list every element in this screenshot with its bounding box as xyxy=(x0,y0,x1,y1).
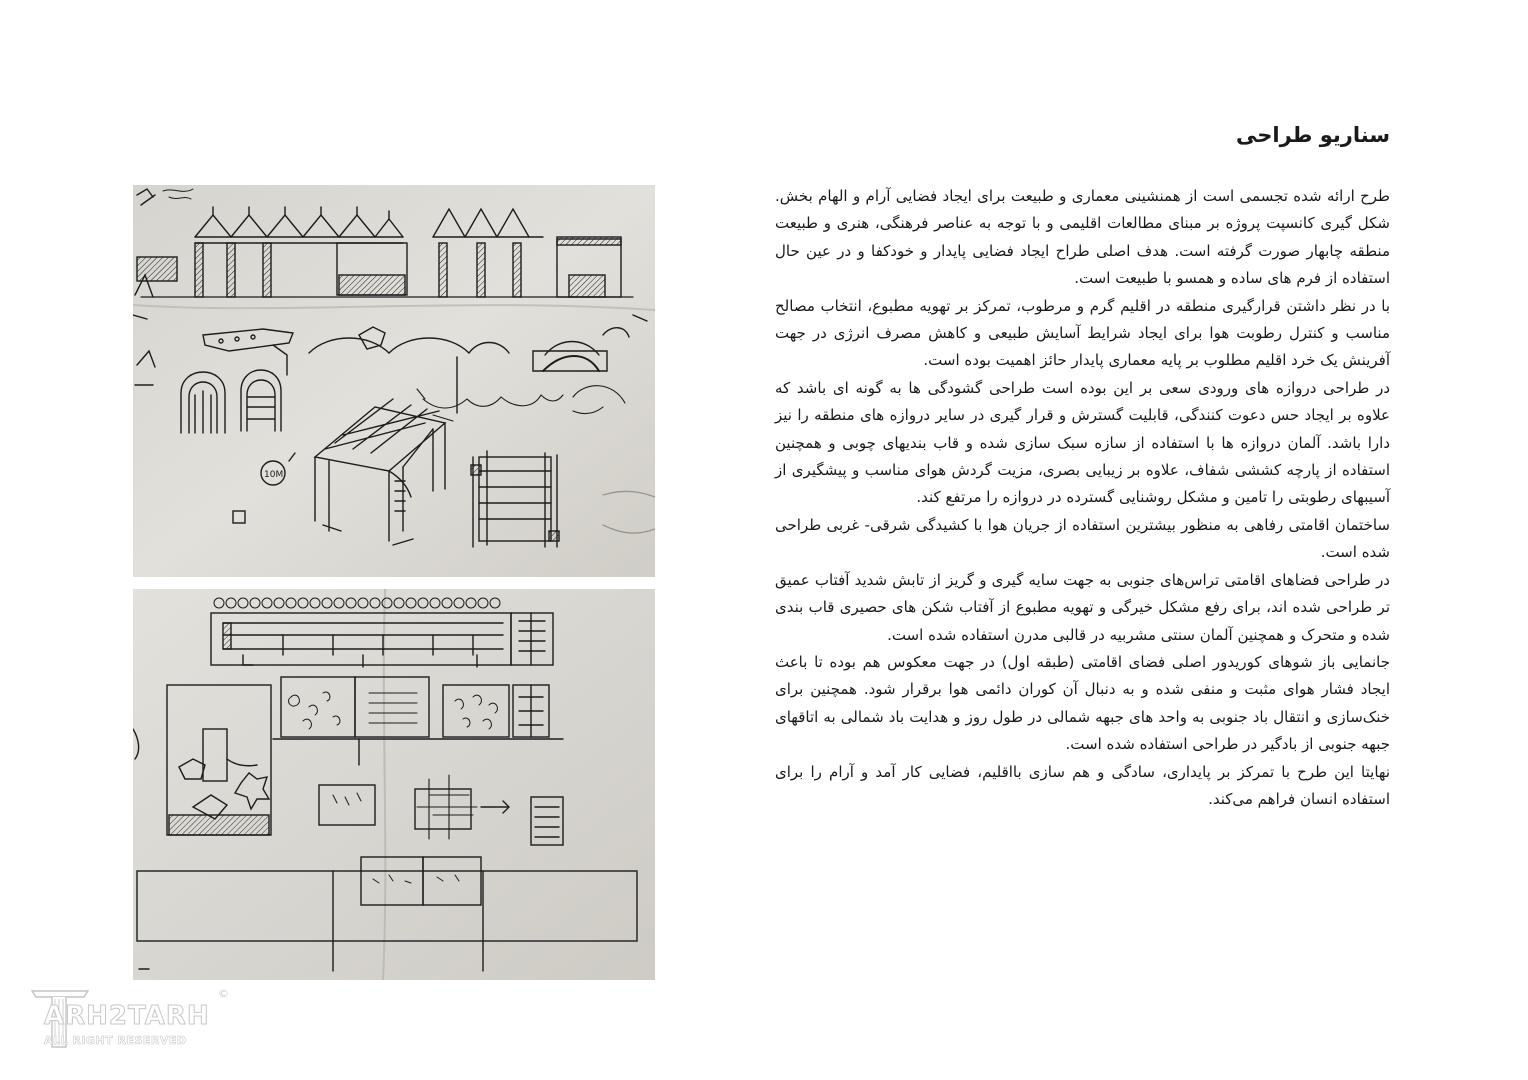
design-scenario-text xyxy=(775,183,1390,813)
site-plan-sketch-photo xyxy=(133,589,655,980)
paragraph: ساختمان اقامتی رفاهی به منظور بیشترین استفاده از جریان هوا با کشیدگی شرقی- غربی طراحی شده است. xyxy=(775,515,1390,562)
paragraph: در طراحی فضاهای اقامتی تراس‌های جنوبی به جهت سایه گیری و گریز از تابش شدید آفتاب عمیق تر طراحی شده اند، برای رفع مشکل خیرگی و تهویه مطبوع از آفتاب شکن های حصیری قاب بندی شده و متحرک و همچنین آلمان سنتی مشربیه در قالبی مدرن استفاده شده است. xyxy=(775,570,1390,644)
copyright-mark: © xyxy=(218,987,229,1000)
scale-label: 10M xyxy=(264,470,284,480)
gate-sketch-photo xyxy=(133,185,655,577)
logo-wordmark: ARH2TARH xyxy=(44,1001,210,1031)
watermark-logo xyxy=(30,985,235,1055)
paragraph: با در نظر داشتن قرارگیری منطقه در اقلیم گرم و مرطوب، تمرکز بر تهویه مطبوع، انتخاب مصالح مناسب و کنترل رطوبت هوا برای ایجاد شرایط آسایش طبیعی و کاهش مصرف انرژی در جهت آفرینش یک خرد اقلیم مطلوب بر پایه معماری پایدار حائز اهمیت بوده است. xyxy=(775,296,1390,370)
paragraph: در طراحی دروازه های ورودی سعی بر این بوده است طراحی گشودگی ها به گونه ای باشد که علاوه بر ایجاد حس دعوت کنندگی، قابلیت گسترش و قرار گیری در سایر دروازه های منطقه را نیز دارا باشد. آلمان دروازه ها با استفاده از سازه سبک سازی شده و قاب بندیهای چوبی و همچنین استفاده از پارچه کششی شفاف، علاوه بر زیبایی بصری، مزیت گردش هوای مناسب و پیشگیری از آسیبهای رطوبتی را تامین و مشکل روشنایی گسترده در دروازه را مرتفع کند. xyxy=(775,378,1390,507)
paragraph: نهایتا این طرح با تمرکز بر پایداری، سادگی و هم سازی بااقلیم، فضایی کار آمد و آرام را برای استفاده انسان فراهم می‌کند. xyxy=(775,762,1390,808)
paragraph: طرح ارائه شده تجسمی است از همنشینی معماری و طبیعت برای ایجاد فضایی آرام و الهام بخش. شکل گیری کانسپت پروژه بر مبنای مطالعات اقلیمی و با توجه به عناصر فرهنگی، هنری و طبیعت منطقه چابهار صورت گرفته است. هدف اصلی طراح ایجاد فضایی پایدار و خودکفا و در عین حال استفاده از فرم های ساده و همسو با طبیعت است. xyxy=(775,187,1390,288)
page-title: سناریو طراحی xyxy=(1236,123,1390,147)
paragraph: جانمایی باز شوهای کوریدور اصلی فضای اقامتی (طبقه اول) در جهت معکوس هم بوده تا باعث ایجاد فشار هوای مثبت و منفی شده و به دنبال آن کوران دائمی هوا برقرار شود. همچنین برای خنک‌سازی و انتقال باد جنوبی به واحد های جبهه شمالی در طول روز و هدایت باد شمالی به اتاقهای جبهه جنوبی از بادگیر در طراحی استفاده شده است. xyxy=(775,652,1390,754)
logo-subtitle: ALL RIGHT RESERVED xyxy=(44,1034,187,1047)
